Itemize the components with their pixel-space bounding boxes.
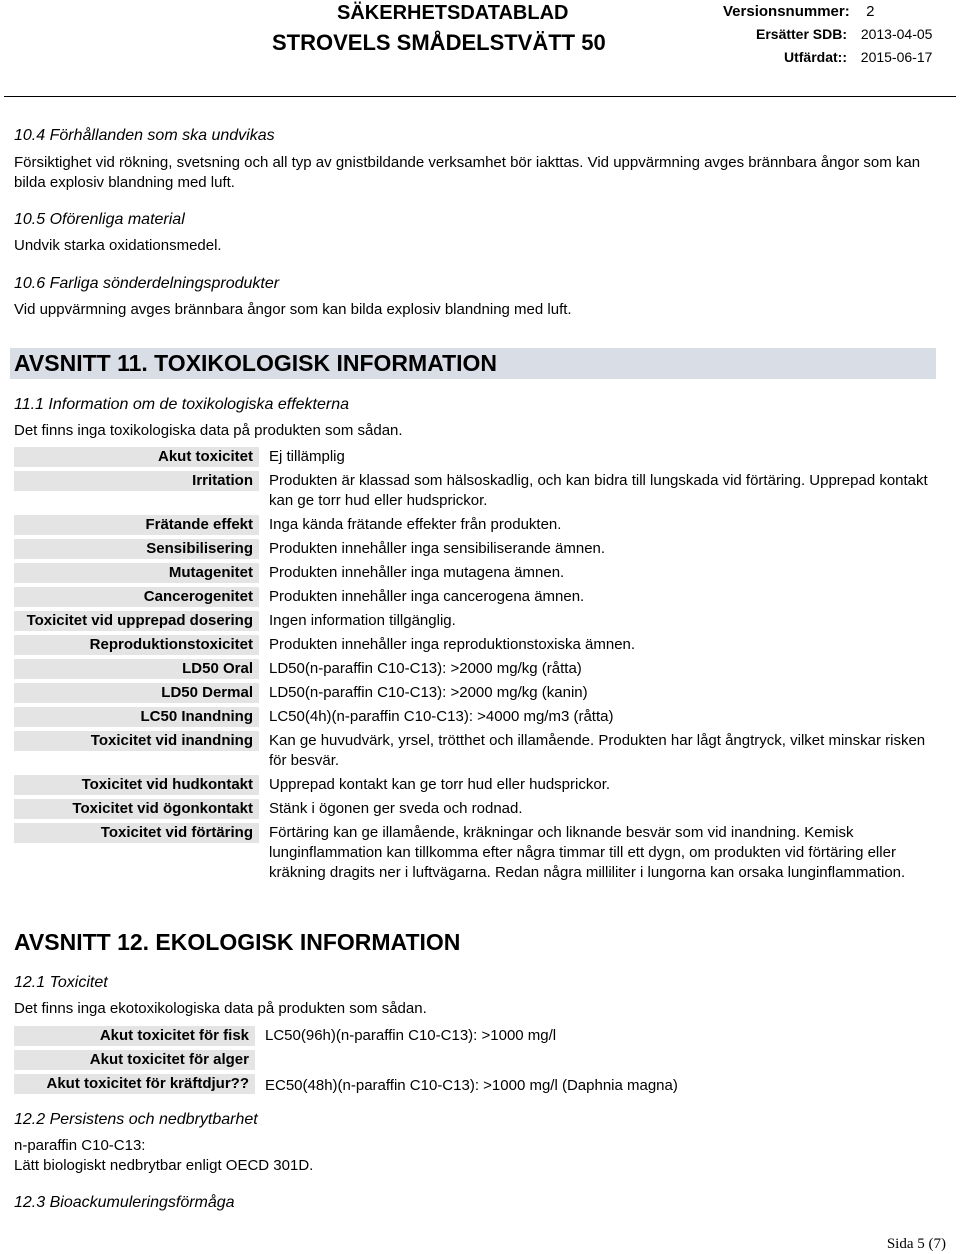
- subsection-12-2-heading: 12.2 Persistens och nedbrytbarhet: [14, 1111, 258, 1128]
- subsection-10-4-text: Försiktighet vid rökning, svetsning och all typ av gnistbildande verksamhet bör iakttas. Vid uppvärmning avges brännbara ångor som kan bilda explosiv blandning med luft.: [14, 154, 921, 191]
- table-row: [14, 539, 928, 559]
- subsection-10-4-heading: 10.4 Förhållanden som ska undvikas: [14, 127, 275, 144]
- subsection-10-6-heading: 10.6 Farliga sönderdelningsprodukter: [14, 275, 280, 292]
- subsection-12-1-intro: Det finns inga ekotoxikologiska data på produkten som sådan.: [14, 1000, 427, 1017]
- meta-value: 2: [866, 3, 875, 20]
- meta-value: 2015-06-17: [860, 49, 933, 65]
- replaces-meta: [756, 26, 932, 42]
- row-label: Akut toxicitet för fisk: [14, 1026, 255, 1046]
- row-label: Akut toxicitet för alger: [14, 1050, 255, 1070]
- table-row: [14, 1026, 928, 1046]
- row-value: Produkten innehåller inga sensibiliserande ämnen.: [269, 540, 606, 557]
- row-value: Inga kända frätande effekter från produkten.: [269, 516, 562, 533]
- row-label: Irritation: [14, 471, 259, 491]
- row-label: LD50 Oral: [14, 659, 259, 679]
- row-label: Toxicitet vid ögonkontakt: [14, 799, 259, 819]
- row-label: LD50 Dermal: [14, 683, 259, 703]
- subsection-12-2-text-a: n-paraffin C10-C13:: [14, 1137, 146, 1154]
- row-value: Upprepad kontakt kan ge torr hud eller hudsprickor.: [269, 776, 611, 793]
- table-row: [14, 683, 928, 703]
- row-label: Toxicitet vid hudkontakt: [14, 775, 259, 795]
- row-value: LD50(n-paraffin C10-C13): >2000 mg/kg (kanin): [269, 684, 588, 701]
- row-label: Reproduktionstoxicitet: [14, 635, 259, 655]
- header-divider: [4, 96, 956, 97]
- row-value: Produkten är klassad som hälsoskadlig, och kan bidra till lungskada vid förtäring. Upprepad kontakt kan ge torr hud eller hudsprickor.: [269, 472, 928, 509]
- table-row: [14, 823, 928, 883]
- row-value: EC50(48h)(n-paraffin C10-C13): >1000 mg/l (Daphnia magna): [265, 1077, 678, 1094]
- subsection-10-6-text: Vid uppvärmning avges brännbara ångor som kan bilda explosiv blandning med luft.: [14, 301, 572, 318]
- row-value: LD50(n-paraffin C10-C13): >2000 mg/kg (råtta): [269, 660, 582, 677]
- version-meta: [723, 3, 874, 20]
- toxicology-table: [14, 447, 928, 887]
- table-row: [14, 707, 928, 727]
- row-value: LC50(96h)(n-paraffin C10-C13): >1000 mg/l: [265, 1027, 557, 1044]
- section-11-title: AVSNITT 11. TOXIKOLOGISK INFORMATION: [10, 348, 936, 379]
- table-row: [14, 563, 928, 583]
- row-value: Förtäring kan ge illamående, kräkningar och liknande besvär som vid inandning. Kemisk lunginflammation kan tillkomma efter några timmar till ett dygn, om produkten vid förtäring eller kräkning dragits ner i luftvägarna. Redan några milliliter i lungorna kan orsaka lunginflammation.: [269, 824, 906, 881]
- meta-label: Utfärdat::: [784, 49, 847, 65]
- table-row: [14, 611, 928, 631]
- table-row: [14, 659, 928, 679]
- meta-value: 2013-04-05: [860, 26, 933, 42]
- table-row: [14, 587, 928, 607]
- row-value: Produkten innehåller inga cancerogena ämnen.: [269, 588, 585, 605]
- row-label: Frätande effekt: [14, 515, 259, 535]
- table-row: [14, 1050, 928, 1070]
- subsection-10-5-heading: 10.5 Oförenliga material: [14, 211, 185, 228]
- row-label: Toxicitet vid förtäring: [14, 823, 259, 843]
- subsection-11-1-heading: 11.1 Information om de toxikologiska effekterna: [14, 396, 349, 413]
- table-row: [14, 447, 928, 467]
- row-value: Ej tillämplig: [269, 448, 345, 465]
- row-value: Kan ge huvudvärk, yrsel, trötthet och illamående. Produkten har lågt ångtryck, vilket minskar risken för besvär.: [269, 732, 926, 769]
- row-label: LC50 Inandning: [14, 707, 259, 727]
- subsection-12-3-heading: 12.3 Bioackumuleringsförmåga: [14, 1194, 235, 1211]
- row-label: Mutagenitet: [14, 563, 259, 583]
- row-label: Sensibilisering: [14, 539, 259, 559]
- row-value: LC50(4h)(n-paraffin C10-C13): >4000 mg/m3 (råtta): [269, 708, 614, 725]
- product-name-title: STROVELS SMÅDELSTVÄTT 50: [272, 30, 606, 55]
- subsection-12-2-text-b: Lätt biologiskt nedbrytbar enligt OECD 301D.: [14, 1157, 314, 1174]
- row-value: Produkten innehåller inga mutagena ämnen.: [269, 564, 565, 581]
- page-number: Sida 5 (7): [886, 1236, 946, 1252]
- subsection-11-1-intro: Det finns inga toxikologiska data på produkten som sådan.: [14, 422, 403, 439]
- row-label: Akut toxicitet för kräftdjur??: [14, 1074, 255, 1094]
- meta-label: Versionsnummer:: [723, 3, 850, 20]
- table-row: [14, 731, 928, 771]
- table-row: [14, 799, 928, 819]
- subsection-12-1-heading: 12.1 Toxicitet: [14, 974, 108, 991]
- table-row: [14, 515, 928, 535]
- document-type-title: SÄKERHETSDATABLAD: [337, 2, 569, 24]
- row-value: Ingen information tillgänglig.: [269, 612, 456, 629]
- row-label: Akut toxicitet: [14, 447, 259, 467]
- table-row: [14, 1074, 928, 1096]
- meta-label: Ersätter SDB:: [756, 26, 848, 42]
- row-label: Toxicitet vid upprepad dosering: [14, 611, 259, 631]
- row-value: Stänk i ögonen ger sveda och rodnad.: [269, 800, 523, 817]
- issued-meta: [784, 49, 932, 65]
- row-label: Toxicitet vid inandning: [14, 731, 259, 751]
- row-label: Cancerogenitet: [14, 587, 259, 607]
- ecotoxicology-table: [14, 1026, 928, 1100]
- table-row: [14, 471, 928, 511]
- table-row: [14, 775, 928, 795]
- subsection-10-5-text: Undvik starka oxidationsmedel.: [14, 237, 222, 254]
- row-value: Produkten innehåller inga reproduktionstoxiska ämnen.: [269, 636, 636, 653]
- section-12-title: AVSNITT 12. EKOLOGISK INFORMATION: [14, 929, 461, 955]
- table-row: [14, 635, 928, 655]
